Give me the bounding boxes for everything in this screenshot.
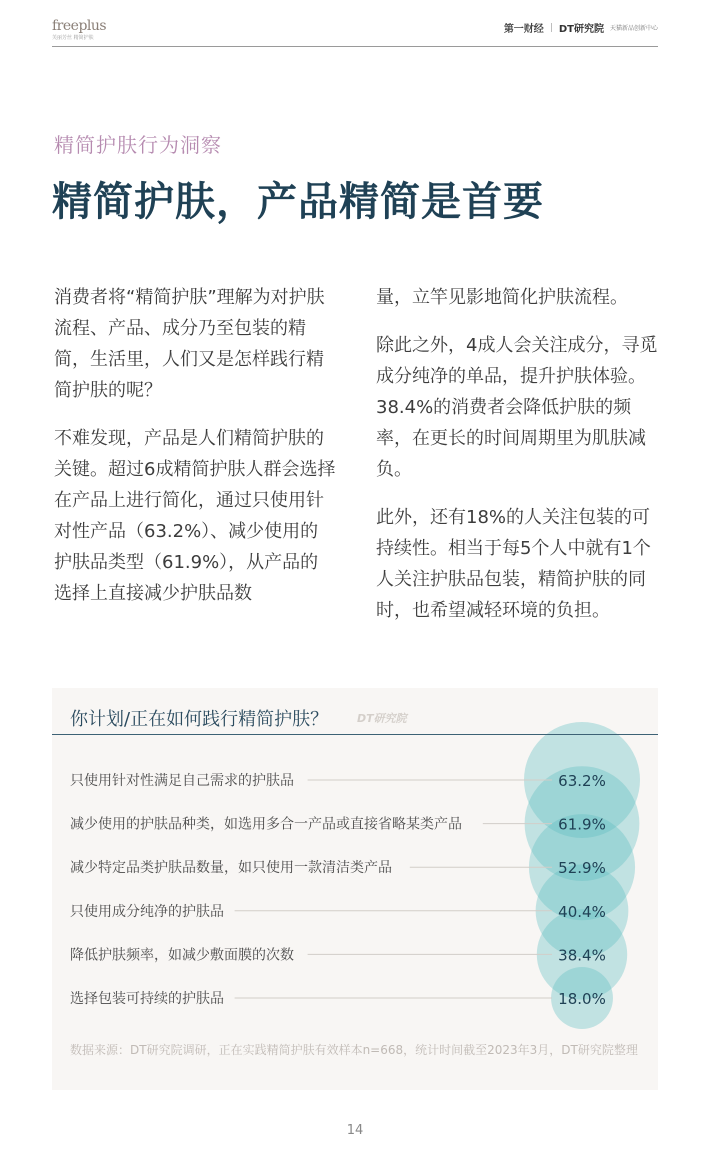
partner-logo-yicai: 第一财经 [503, 24, 544, 35]
paragraph: 除此之外，4成人会关注成分，寻觅成分纯净的单品，提升护肤体验。38.4%的消费者会降低护肤的频率，在更长的时间周期里为肌肤减负。 [376, 335, 658, 480]
partner-logo-tmall: 天猫新品创新中心 [609, 25, 658, 32]
value-label: 18.0% [558, 990, 606, 1008]
chart-title: 你计划/正在如何践行精简护肤？ [70, 709, 329, 730]
paragraph: 消费者将“精简护肤”理解为对护肤流程、产品、成分乃至包装的精简，生活里，人们又是怎样践行精简护肤的呢？ [54, 287, 325, 401]
paragraph: 不难发现，产品是人们精简护肤的关键。超过6成精简护肤人群会选择在产品上进行简化，通过只使用针对性产品（63.2%）、减少使用的护肤品类型（61.9%），从产品的选择上直接减少护肤品数 [54, 428, 336, 604]
paragraph: 量，立竿见影地简化护肤流程。 [376, 287, 628, 308]
page-title: 精简护肤，产品精简是首要 [52, 179, 544, 225]
value-label: 52.9% [558, 859, 606, 878]
chart-title-rule [52, 734, 658, 735]
body-column-left [54, 282, 336, 626]
paragraph: 此外，还有18%的人关注包装的可持续性。相当于每5个人中就有1个人关注护肤品包装，精简护肤的同时，也希望减轻环境的负担。 [376, 507, 651, 621]
category-label: 只使用针对性满足自己需求的护肤品 [70, 773, 294, 789]
category-label: 只使用成分纯净的护肤品 [70, 903, 224, 920]
page-number: 14 [346, 1123, 364, 1138]
section-tag: 精简护肤行为洞察 [54, 133, 222, 157]
category-label: 减少特定品类护肤品数量，如只使用一款清洁类产品 [70, 860, 392, 877]
brand-subtitle: 芙丽芳丝 精简护肤 [52, 35, 94, 41]
chart-panel [52, 688, 658, 1090]
partner-separator: | [549, 22, 553, 33]
brand-logo: freeplus [52, 18, 107, 34]
body-column-right [376, 282, 658, 643]
value-label: 40.4% [558, 902, 606, 921]
partner-logo-dt: DT研究院 [558, 24, 604, 35]
data-source-note: 数据来源：DT研究院调研，正在实践精简护肤有效样本n=668，统计时间截至2023年3月，DT研究院整理 [70, 1043, 638, 1057]
value-label: 38.4% [558, 946, 606, 965]
partner-logos [504, 20, 658, 35]
category-label: 选择包装可持续的护肤品 [70, 991, 224, 1007]
value-label: 63.2% [558, 772, 606, 790]
page-header [52, 0, 658, 47]
chart-watermark: DT研究院 [357, 712, 407, 725]
category-label: 减少使用的护肤品种类，如选用多合一产品或直接省略某类产品 [70, 816, 462, 833]
bubble-chart [52, 688, 658, 1038]
category-label: 降低护肤频率，如减少敷面膜的次数 [70, 947, 294, 964]
value-label: 61.9% [558, 815, 606, 834]
